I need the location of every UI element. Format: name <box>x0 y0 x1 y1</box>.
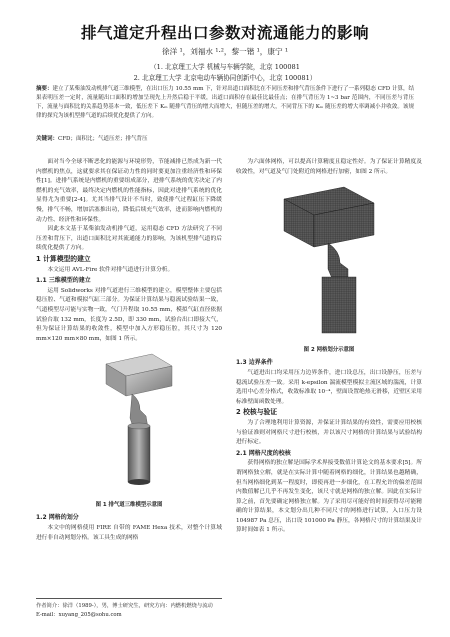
keywords <box>36 134 414 142</box>
section-heading: 2.1 网格尺度的校核 <box>236 449 291 457</box>
figure-2-caption: 图 2 网格划分示意图 <box>303 346 355 353</box>
cylinder <box>128 423 150 485</box>
section-heading: 1.3 边界条件 <box>236 359 273 367</box>
footnote <box>36 598 222 620</box>
author-email: E-mail：xuyang_205@sohu.com <box>36 612 122 618</box>
keywords-text: CFD；面积比；气道压差；排气背压 <box>58 136 148 142</box>
figure-1 <box>36 344 222 510</box>
affiliation-2: 2. 北京理工大学 北京电动车辆协同创新中心，北京 100081） <box>133 74 317 82</box>
right-column <box>236 158 422 536</box>
paper-title: 排气道定升程出口参数对流通能力的影响 <box>80 24 369 42</box>
section-heading: 1 计算模型的建立 <box>36 254 91 263</box>
paragraph: 获得网格的独立解是国际学术界接受数值计算论文的基本要求[5]。所谓网格独立解，就是在实际计算中随着网格的细化，计算结果也越精确，但当网格细化到某一程度时，即使再进一步细化，在工程允许的偏差范围内数值解已几乎不再发生变化，该尺寸就是网格的独立解。因此在实际计算之前，首先要确定网格独立解。为了采用尽可能好的时间获得尽可能精确的计算结果，本文划分出几种不同尺寸的网格进行试算，入口压力设 104987 Pa 总压，出口设 101000 Pa 静压，各网格尺寸的计算结果及计算时间如表 1 所示。 <box>236 460 422 534</box>
abstract <box>36 85 414 121</box>
affiliation-1: （1. 北京理工大学 机械与车辆学院，北京 100081 <box>150 63 300 71</box>
paragraph: 为六面体网格，可以提高计算精度且稳定性好。为了保证计算精度及收敛性，对气道及气门处附近的网格进行加密，如图 2 所示。 <box>236 159 422 175</box>
paragraph: 气道进出口均采用压力边界条件，进口设总压，出口设静压，压差与稳流试验压差一致。采用 k-epsilon 湍流模型模拟主流区域的湍流，计算选用中心差分格式，收敛标准取 10⁻⁴，壁面设置绝热无滑移，近壁区采用标准壁面函数处理。 <box>236 369 422 405</box>
section-heading: 2 校核与验证 <box>236 408 278 417</box>
meshed-cylinder <box>322 277 356 333</box>
mesh-figure <box>236 177 422 339</box>
paragraph: 为了合理地利用计算资源，并保证计算结果的有效性，需要应用校核与验证准则对网格尺寸进行校核，并以该尺寸网格的计算结果与试验结构进行标定。 <box>236 419 422 446</box>
abstract-label: 摘要： <box>36 86 53 92</box>
paragraph: 本文中的网格使用 FIRE 自带的 FAME Hexa 技术，对整个计算域进行非自动网划分格。该工具生成的网格 <box>36 525 222 541</box>
exhaust-port-model-figure <box>36 344 222 494</box>
left-column <box>36 158 222 543</box>
author-list: 徐洋 ¹，刘福水 ¹·²，黎一锴 ¹，康宁 ¹ <box>161 47 288 56</box>
figure-1-caption: 图 1 排气道三维模型示意图 <box>95 501 163 508</box>
author-bio: 作者简介：徐洋（1989-），男，博士研究生，研究方向：内燃机燃烧与流动 <box>36 603 213 609</box>
paragraph: 本文运用 AVL-Fire 软件对排气道进行计算分析。 <box>47 266 174 273</box>
figure-2 <box>236 177 422 355</box>
keywords-label: 关键词： <box>36 136 59 142</box>
plenum-box <box>106 354 172 396</box>
paragraph: 因此本文基于某柴油发动机排气道，运用稳态 CFD 方法研究了不同压差和背压下，出道口面积比对其流通能力的影响，为该机型排气道的后续优化提供了方向。 <box>36 226 222 252</box>
abstract-text: 建立了某柴油发动机排气道三维模型，在出口压力 10.55 mm 下，针对出道口面积比在不同压差和排气背压条件下进行了一系列稳态 CFD 计算，结果表明压差一定时，流量随出口面积的增加呈现先上升然后稳于平缓，出道口面积存在最佳比最佳点；在排气背压为 1~3 bar 范围内，不同压差与背压下，流量与面积比的关系趋势基本一致，低压差下 Kₘ 随排气背压的增大而增大，但随压差的增大，不同背压下的 Kₘ 随压差的增大率调减小并收敛。该规律的探究为该机型排气道的后续优化提供了方向。 <box>36 86 414 119</box>
paragraph: 运用 Solidworks 对排气道进行三维模型的建立，模型整体主要包括稳压腔、气道和模拟气缸三部分。为保证计算结果与稳流试验结果一致，气道模型尽可能与实物一致，气门升程取 10.55 mm，模拟气缸直径依据试验台取 132 mm，长度为 2.5D，即 330 mm，试验台出口即接大气，但为保证计算结果的收敛性，模型中加入方形稳压腔，其尺寸为 120 mm×120 mm×80 mm，如图 1 所示。 <box>36 287 222 342</box>
section-heading: 1.2 网格的划分 <box>36 514 79 522</box>
paragraph: 面对当今全球不断恶化的能源与环境形势，节能减排已然成为新一代内燃机的焦点，这就要求其在保证动力性的同时要更加注重经济性和环保性[1]。进排气系统是内燃机的重要组成部分，进排气系统的优劣决定了内燃机的充气效率，最终决定内燃机的性能指标，因此对进排气系统的优化显得尤为重要[2-4]。尤其当排气设计不当时，致使排气过程缸压下降缓慢，排气不畅，增加活塞推出功，降低后续充气效率，进而影响内燃机的动力性、经济性和环保性。 <box>36 159 222 223</box>
meshed-plenum <box>284 187 374 247</box>
section-heading: 1.1 三维模型的建立 <box>36 277 91 285</box>
